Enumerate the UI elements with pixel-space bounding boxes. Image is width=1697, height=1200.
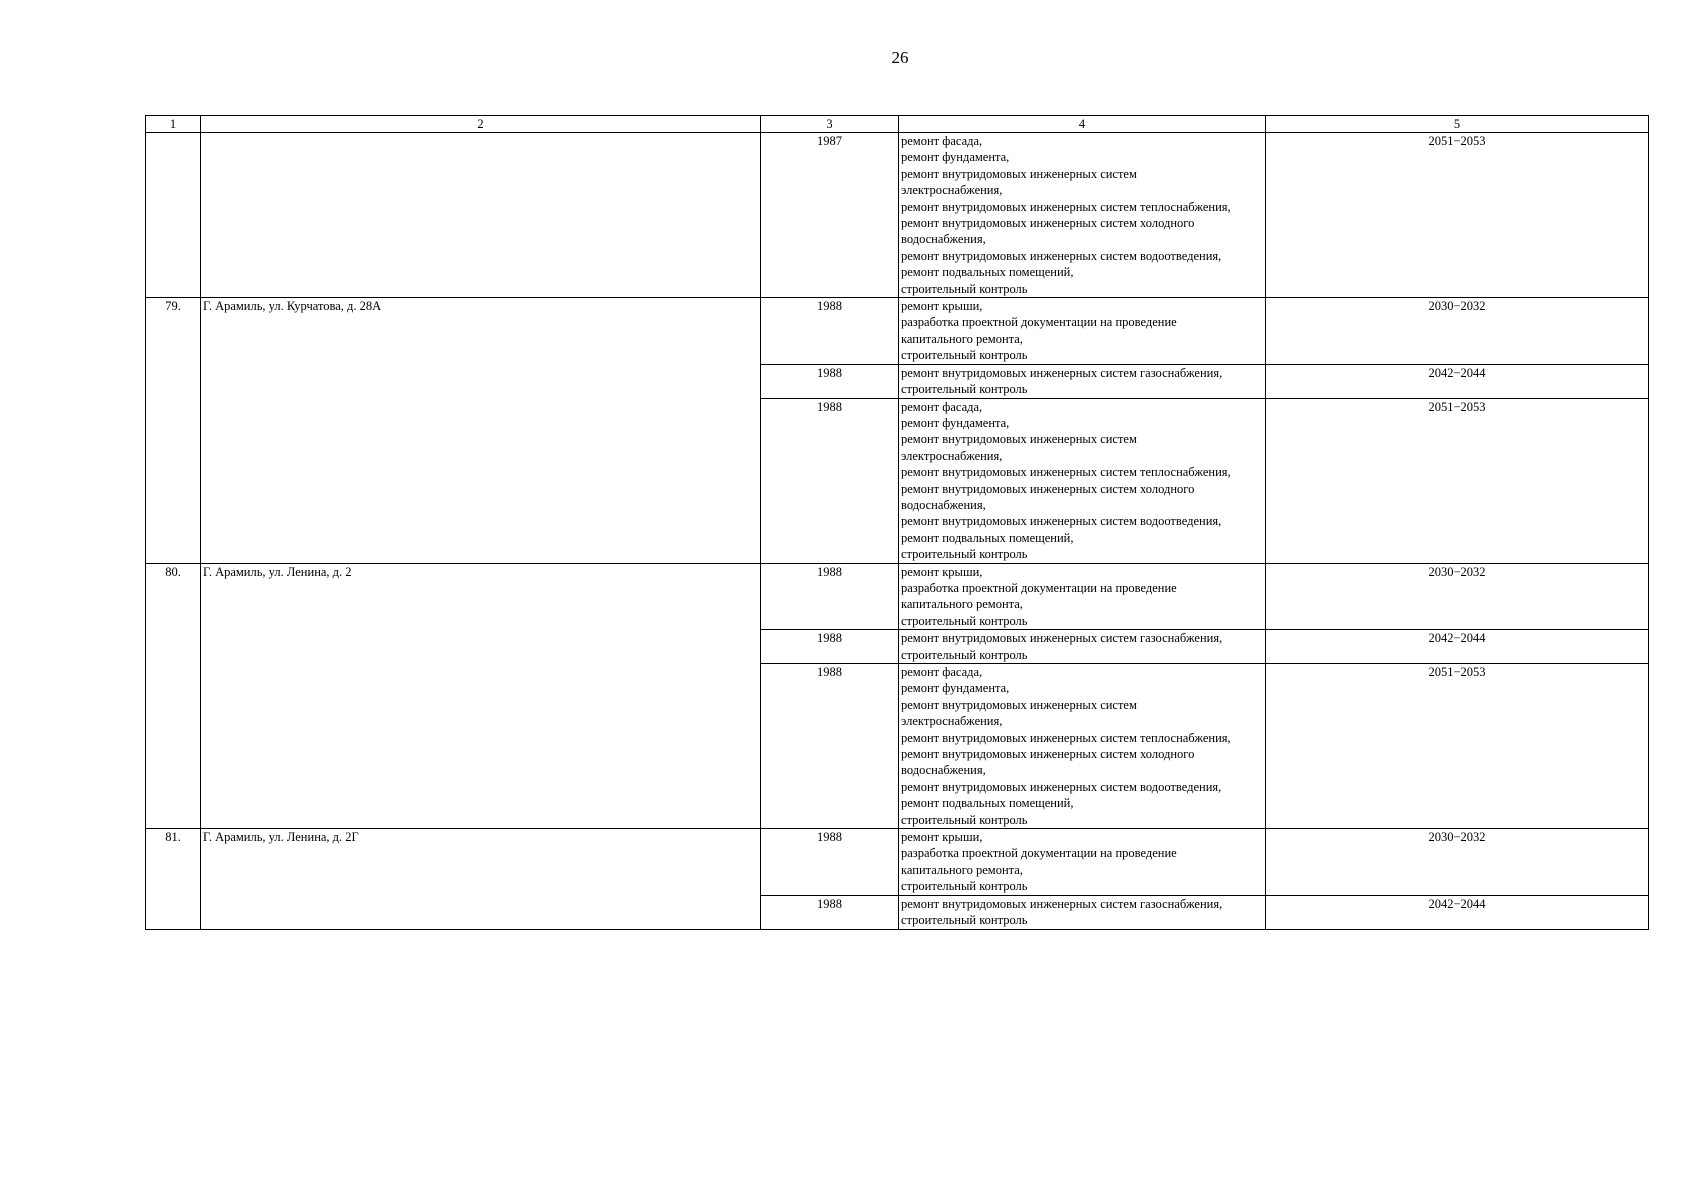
year-cell: 1988 — [761, 895, 899, 929]
row-number: 79. — [146, 298, 201, 564]
works-cell — [899, 298, 1266, 365]
work-item: ремонт внутридомовых инженерных систем — [901, 166, 1137, 181]
work-item: ремонт фундамента, — [901, 415, 1010, 430]
period-cell: 2042−2044 — [1266, 630, 1649, 664]
year-cell: 1988 — [761, 563, 899, 630]
work-item: ремонт подвальных помещений, — [901, 796, 1074, 811]
work-item: строительный контроль — [901, 613, 1028, 628]
work-item: строительный контроль — [901, 348, 1028, 363]
row-number: 81. — [146, 829, 201, 929]
period-cell: 2051−2053 — [1266, 664, 1649, 829]
works-cell — [899, 895, 1266, 929]
column-header-4: 4 — [899, 116, 1266, 133]
page-number: 26 — [891, 48, 909, 67]
period-cell: 2042−2044 — [1266, 364, 1649, 398]
work-item: ремонт внутридомовых инженерных систем теплоснабжения, — [901, 199, 1231, 214]
work-item: капитального ремонта, — [901, 862, 1023, 877]
work-item: ремонт фасада, — [901, 134, 983, 148]
work-item: ремонт фасада, — [901, 665, 983, 679]
work-item: строительный контроль — [901, 913, 1028, 928]
work-item: ремонт фундамента, — [901, 150, 1010, 165]
period-cell: 2030−2032 — [1266, 298, 1649, 365]
year-cell: 1987 — [761, 133, 899, 298]
works-cell — [899, 364, 1266, 398]
work-item: ремонт внутридомовых инженерных систем холодного — [901, 747, 1195, 762]
work-item: капитального ремонта, — [901, 597, 1023, 612]
row-number — [146, 133, 201, 298]
work-item: ремонт внутридомовых инженерных систем газоснабжения, — [901, 896, 1223, 911]
table-row — [146, 563, 1649, 630]
column-header-5: 5 — [1266, 116, 1649, 133]
work-item: ремонт подвальных помещений, — [901, 530, 1074, 545]
address-cell — [201, 133, 761, 298]
work-item: строительный контроль — [901, 382, 1028, 397]
works-cell — [899, 664, 1266, 829]
address-cell: Г. Арамиль, ул. Ленина, д. 2Г — [201, 829, 761, 929]
work-item: электроснабжения, — [901, 448, 1003, 463]
table-row — [146, 133, 1649, 298]
year-cell: 1988 — [761, 829, 899, 896]
work-item: ремонт фундамента, — [901, 681, 1010, 696]
period-cell: 2030−2032 — [1266, 563, 1649, 630]
work-item: водоснабжения, — [901, 232, 986, 247]
work-item: водоснабжения, — [901, 497, 986, 512]
period-cell: 2042−2044 — [1266, 895, 1649, 929]
table-header-row — [146, 116, 1649, 133]
work-item: ремонт фасада, — [901, 399, 983, 414]
work-item: строительный контроль — [901, 547, 1028, 562]
work-item: разработка проектной документации на проведение — [901, 846, 1177, 861]
work-item: строительный контроль — [901, 879, 1028, 894]
work-item: электроснабжения, — [901, 714, 1003, 729]
year-cell: 1988 — [761, 398, 899, 563]
work-item: ремонт подвальных помещений, — [901, 265, 1074, 280]
work-item: ремонт внутридомовых инженерных систем теплоснабжения, — [901, 465, 1231, 480]
period-cell: 2030−2032 — [1266, 829, 1649, 896]
work-item: ремонт внутридомовых инженерных систем водоотведения, — [901, 779, 1222, 794]
work-item: ремонт внутридомовых инженерных систем водоотведения, — [901, 248, 1222, 263]
table-row — [146, 829, 1649, 896]
year-cell: 1988 — [761, 664, 899, 829]
work-item: ремонт внутридомовых инженерных систем — [901, 432, 1137, 447]
address-cell: Г. Арамиль, ул. Курчатова, д. 28А — [201, 298, 761, 564]
work-item: ремонт крыши, — [901, 830, 983, 845]
work-item: ремонт внутридомовых инженерных систем газоснабжения, — [901, 365, 1223, 380]
works-cell — [899, 829, 1266, 896]
work-item: ремонт крыши, — [901, 564, 983, 579]
row-number: 80. — [146, 563, 201, 829]
address-cell: Г. Арамиль, ул. Ленина, д. 2 — [201, 563, 761, 829]
work-item: электроснабжения, — [901, 183, 1003, 198]
year-cell: 1988 — [761, 364, 899, 398]
work-item: строительный контроль — [901, 647, 1028, 662]
work-item: капитального ремонта, — [901, 331, 1023, 346]
work-item: ремонт внутридомовых инженерных систем — [901, 697, 1137, 712]
work-item: разработка проектной документации на проведение — [901, 580, 1177, 595]
table-body — [146, 133, 1649, 930]
work-item: ремонт внутридомовых инженерных систем газоснабжения, — [901, 631, 1223, 646]
capital-repair-table — [145, 115, 1649, 930]
period-cell: 2051−2053 — [1266, 133, 1649, 298]
work-item: ремонт внутридомовых инженерных систем теплоснабжения, — [901, 730, 1231, 745]
works-cell — [899, 398, 1266, 563]
works-cell — [899, 630, 1266, 664]
work-item: строительный контроль — [901, 812, 1028, 827]
year-cell: 1988 — [761, 630, 899, 664]
works-cell — [899, 133, 1266, 298]
column-header-3: 3 — [761, 116, 899, 133]
table-row — [146, 298, 1649, 365]
work-item: разработка проектной документации на проведение — [901, 315, 1177, 330]
works-cell — [899, 563, 1266, 630]
column-header-2: 2 — [201, 116, 761, 133]
work-item: строительный контроль — [901, 281, 1028, 296]
work-item: водоснабжения, — [901, 763, 986, 778]
period-cell: 2051−2053 — [1266, 398, 1649, 563]
work-item: ремонт внутридомовых инженерных систем водоотведения, — [901, 514, 1222, 529]
work-item: ремонт крыши, — [901, 299, 983, 314]
work-item: ремонт внутридомовых инженерных систем холодного — [901, 481, 1195, 496]
work-item: ремонт внутридомовых инженерных систем холодного — [901, 216, 1195, 231]
column-header-1: 1 — [146, 116, 201, 133]
year-cell: 1988 — [761, 298, 899, 365]
